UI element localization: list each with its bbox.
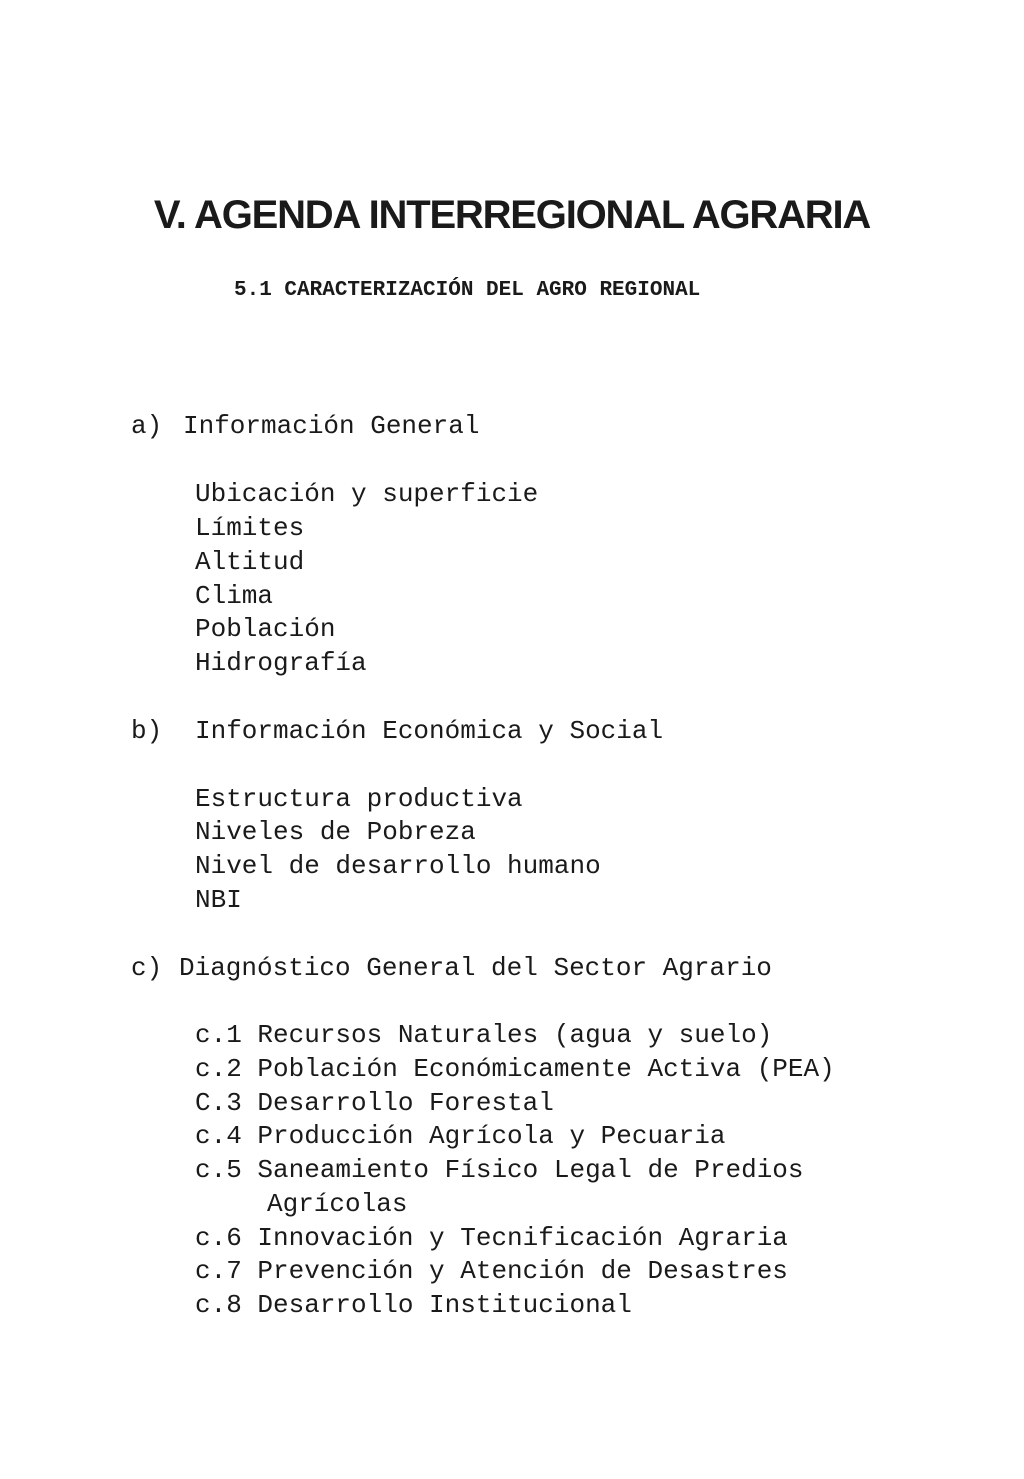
- section-c-marker: c): [131, 953, 163, 983]
- list-item: c.2 Población Económicamente Activa (PEA): [195, 1054, 835, 1084]
- list-item: Clima: [195, 581, 274, 611]
- section-c-heading: Diagnóstico General del Sector Agrario: [179, 953, 772, 983]
- list-item-continuation: Agrícolas: [267, 1189, 408, 1219]
- list-item: c.4 Producción Agrícola y Pecuaria: [195, 1121, 726, 1151]
- list-item: Altitud: [195, 547, 305, 577]
- list-item: c.8 Desarrollo Institucional: [195, 1290, 632, 1320]
- list-item: Estructura productiva: [195, 784, 523, 814]
- list-item: c.5 Saneamiento Físico Legal de Predios: [195, 1155, 804, 1185]
- list-item: Población: [195, 614, 336, 644]
- list-item: c.7 Prevención y Atención de Desastres: [195, 1256, 788, 1286]
- section-b-heading: Información Económica y Social: [195, 716, 664, 746]
- section-a-marker: a): [131, 411, 163, 441]
- page-title: V. AGENDA INTERREGIONAL AGRARIA: [153, 193, 871, 237]
- section-subtitle: 5.1 CARACTERIZACIÓN DEL AGRO REGIONAL: [234, 279, 701, 302]
- list-item: c.1 Recursos Naturales (agua y suelo): [195, 1020, 773, 1050]
- list-item: Hidrografía: [195, 648, 367, 678]
- list-item: c.6 Innovación y Tecnificación Agraria: [195, 1223, 788, 1253]
- list-item: NBI: [195, 885, 242, 915]
- section-a-heading: Información General: [183, 411, 480, 441]
- section-b-marker: b): [131, 716, 163, 746]
- list-item: Límites: [195, 513, 305, 543]
- list-item: C.3 Desarrollo Forestal: [195, 1088, 554, 1118]
- list-item: Ubicación y superficie: [195, 479, 539, 509]
- list-item: Niveles de Pobreza: [195, 817, 476, 847]
- list-item: Nivel de desarrollo humano: [195, 851, 601, 881]
